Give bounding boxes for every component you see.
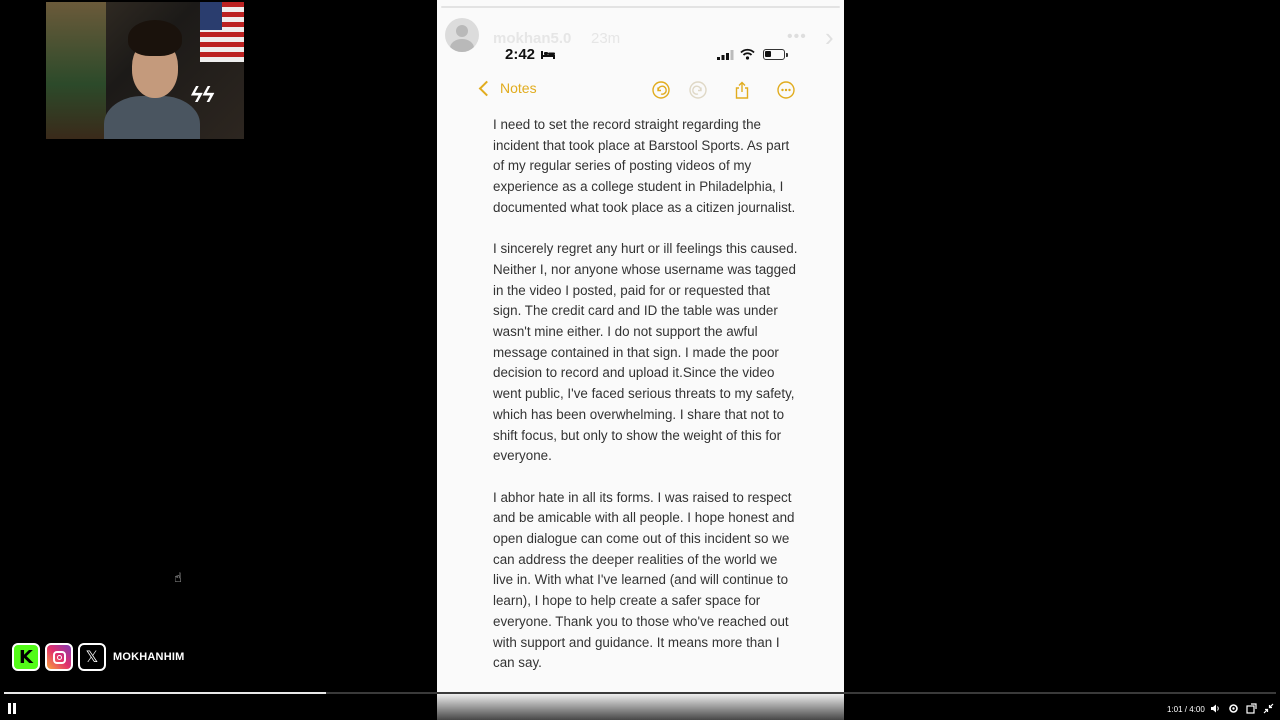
notes-back-button[interactable] [481, 80, 537, 96]
cellular-signal-icon [717, 50, 734, 60]
american-flag [200, 2, 244, 62]
note-paragraph-2: I sincerely regret any hurt or ill feelings this caused. Neither I, nor anyone whose username was tagged in the video I posted, paid for or requested that sign. The credit card and ID the table was under wasn't mine either. I do not support the awful message contained in that sign. I made the poor decision to record and upload it.Since the video went public, I've faced serious threats to my safety, which has been overwhelming. I share that not to shift focus, but only to show the weight of this for everyone. [493, 241, 798, 464]
notes-back-label: Notes [500, 80, 537, 96]
volume-icon[interactable] [1210, 703, 1221, 714]
seek-bar[interactable] [4, 692, 1276, 694]
story-avatar[interactable] [445, 18, 479, 52]
story-username[interactable]: mokhan5.0 [493, 30, 572, 47]
note-text [493, 115, 798, 695]
instagram-icon[interactable] [45, 643, 73, 671]
kick-icon[interactable]: K [12, 643, 40, 671]
status-bar-time: 2:42 [505, 46, 536, 63]
share-icon[interactable] [733, 81, 751, 99]
chevron-left-icon [479, 80, 495, 96]
lightning-icon: ϟϟ [190, 82, 214, 107]
popout-icon[interactable] [1246, 703, 1257, 714]
more-options-icon[interactable]: ••• [787, 28, 807, 45]
note-paragraph-3: I abhor hate in all its forms. I was raised to respect and be amicable with all people. I hope honest and open dialogue can come out of this incident so we can address the deeper realities of the world we live in. With what I've learned (and will continue to learn), I hope to help create a safer space for everyone. Thank you to those who've reached out with support and guidance. It means more than I can say. [493, 489, 795, 671]
hand-cursor-icon: ☝ [174, 570, 182, 585]
undo-icon[interactable] [652, 81, 670, 99]
webcam-background [46, 2, 106, 139]
note-paragraph-1: I need to set the record straight regarding the incident that took place at Barstool Sports. As part of my regular series of posting videos of my experience as a college student in Philadelphia, I documented what took place as a citizen journalist. [493, 117, 796, 215]
x-icon[interactable]: 𝕏 [78, 643, 106, 671]
webcam-overlay [46, 2, 244, 139]
battery-icon [763, 49, 785, 60]
redo-icon[interactable] [689, 81, 707, 99]
fullscreen-exit-icon[interactable] [1263, 703, 1274, 714]
next-story-icon[interactable]: › [825, 22, 834, 52]
instagram-story [437, 0, 844, 720]
story-time-ago: 23m [591, 30, 621, 47]
wifi-icon [740, 48, 755, 60]
sleep-focus-icon [541, 49, 555, 59]
story-progress-bar [441, 6, 840, 8]
pause-button[interactable] [7, 703, 17, 714]
settings-icon[interactable] [1228, 703, 1239, 714]
time-display: 1:01 / 4:00 [1167, 705, 1205, 714]
social-links [12, 643, 184, 671]
streamer [98, 20, 198, 139]
notes-more-icon[interactable] [777, 81, 795, 99]
seek-progress [4, 692, 326, 694]
social-handle: MOKHANHIM [113, 651, 185, 663]
bottom-fade [437, 692, 844, 720]
